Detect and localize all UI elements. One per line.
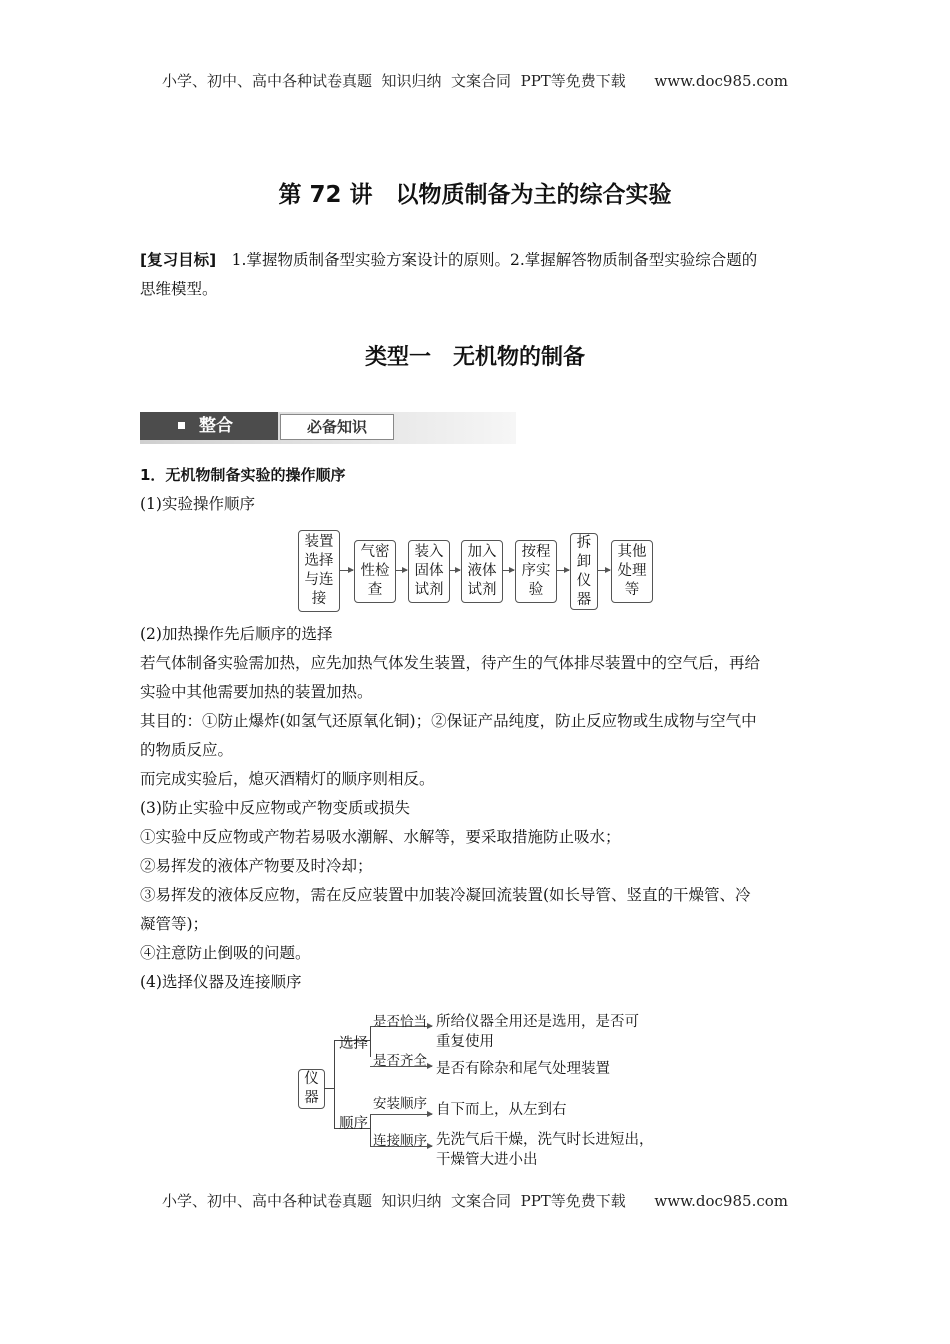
tree-branch-2-text: 是否有除杂和尾气处理装置 [436, 1061, 610, 1077]
tree-line [324, 1088, 334, 1089]
tree-branch-4-text-2: 干燥管大进小出 [436, 1152, 538, 1168]
tree-line [370, 1114, 371, 1146]
review-goals [140, 246, 812, 304]
tree-line [370, 1026, 371, 1057]
sub-heading-3: (3)防止实验中反应物或产物变质或损失 [140, 799, 410, 817]
arrow-icon [597, 570, 610, 571]
page-header: 小学、初中、高中各种试卷真题 知识归纳 文案合同 PPT等免费下载 www.doc985.com [161, 72, 788, 90]
arrow-icon [339, 570, 353, 571]
sub-heading-2: (2)加热操作先后顺序的选择 [140, 625, 333, 643]
arrow-icon [370, 1114, 432, 1115]
square-icon [178, 422, 185, 429]
paragraph-line: 的物质反应。 [140, 741, 234, 759]
banner-dark [140, 412, 278, 440]
arrow-icon [395, 570, 407, 571]
tree-branch-1-text-1: 所给仪器全用还是选用，是否可 [436, 1014, 639, 1030]
arrow-icon [449, 570, 460, 571]
paragraph-line: 而完成实验后，熄灭酒精灯的顺序则相反。 [140, 770, 435, 788]
section1-heading: 1．无机物制备实验的操作顺序 [140, 466, 346, 484]
section1-body [140, 620, 812, 997]
list-item: ①实验中反应物或产物若易吸水潮解、水解等，要采取措施防止吸水； [140, 828, 621, 846]
list-item: ③易挥发的液体反应物，需在反应装置中加装冷凝回流装置(如长导管、竖直的干燥管、冷 [140, 886, 751, 904]
review-goals-line2: 思维模型。 [140, 280, 218, 298]
flow-step-2: 气密 性检 查 [354, 540, 396, 603]
page-title: 第 72 讲 以物质制备为主的综合实验 [278, 182, 672, 208]
flow-step-6: 拆 卸 仪 器 [570, 533, 598, 610]
section-subtitle: 类型一 无机物的制备 [364, 345, 585, 370]
review-goals-label: [复习目标] [140, 251, 217, 269]
arrow-icon [502, 570, 514, 571]
tree-select: 选择 [339, 1036, 368, 1052]
list-item: 凝管等)； [140, 915, 209, 933]
banner-light: 必备知识 [280, 414, 394, 440]
tree-order: 顺序 [339, 1116, 368, 1132]
tree-root: 仪 器 [298, 1069, 325, 1109]
page-footer: 小学、初中、高中各种试卷真题 知识归纳 文案合同 PPT等免费下载 www.doc985.com [161, 1192, 788, 1210]
section1 [140, 461, 812, 519]
tree-branch-4-text-1: 先洗气后干燥，洗气时长进短出， [436, 1132, 654, 1148]
paragraph-line: 若气体制备实验需加热，应先加热气体发生装置，待产生的气体排尽装置中的空气后，再给 [140, 654, 761, 672]
paragraph-line: 实验中其他需要加热的装置加热。 [140, 683, 373, 701]
review-goals-line1: 1.掌握物质制备型实验方案设计的原则。2.掌握解答物质制备型实验综合题的 [216, 251, 758, 269]
banner-dark-label: 整合 [199, 416, 233, 436]
tree-branch-1-text-2: 重复使用 [436, 1034, 494, 1050]
tree-branch-3-text: 自下而上，从左到右 [436, 1102, 567, 1118]
sub-heading-1: (1)实验操作顺序 [140, 495, 255, 513]
flow-step-3: 装入 固体 试剂 [408, 540, 450, 603]
list-item: ②易挥发的液体产物要及时冷却； [140, 857, 373, 875]
flow-step-1: 装置 选择 与连 接 [298, 530, 340, 612]
tree-branch-2: 是否齐全 [373, 1053, 427, 1069]
paragraph-line: 其目的：①防止爆炸(如氢气还原氧化铜)；②保证产品纯度，防止反应物或生成物与空气中 [140, 712, 757, 730]
tree-line [334, 1040, 335, 1128]
flow-step-4: 加入 液体 试剂 [461, 540, 503, 603]
flow-step-7: 其他 处理 等 [611, 540, 653, 603]
flow-step-5: 按程 序实 验 [515, 540, 557, 603]
list-item: ④注意防止倒吸的问题。 [140, 944, 311, 962]
tree-branch-1: 是否恰当 [373, 1014, 427, 1030]
tree-branch-3: 安装顺序 [373, 1096, 427, 1112]
sub-heading-4: (4)选择仪器及连接顺序 [140, 973, 302, 991]
tree-branch-4: 连接顺序 [373, 1133, 427, 1149]
arrow-icon [556, 570, 569, 571]
